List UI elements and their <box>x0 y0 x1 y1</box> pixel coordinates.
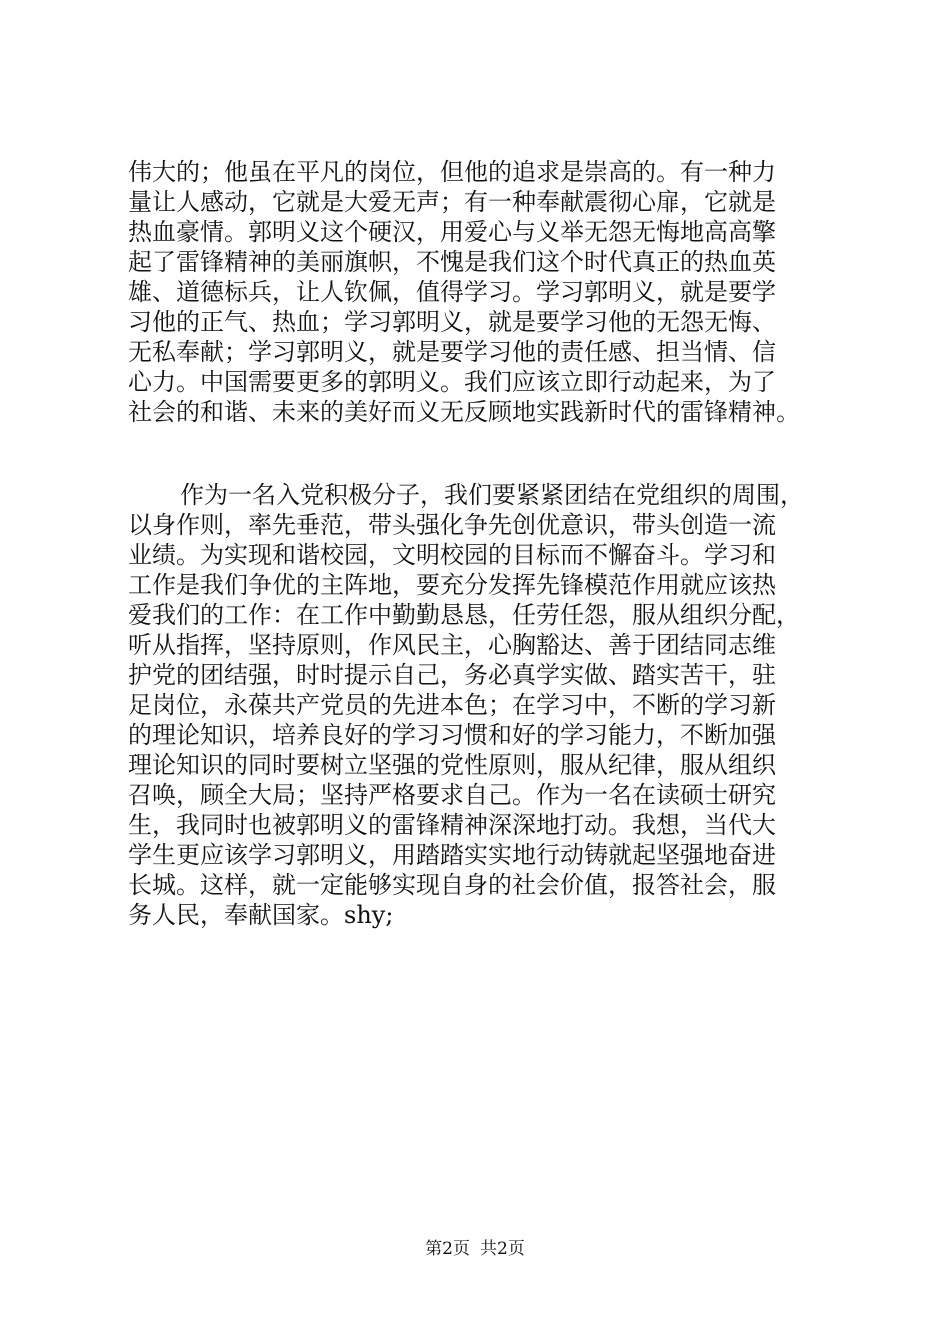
page-number: 第2页 <box>425 1239 470 1259</box>
paragraph-line: 理论知识的同时要树立坚强的党性原则，服从纪律，服从组织 <box>128 751 776 779</box>
paragraph-line: 社会的和谐、未来的美好而义无反顾地实践新时代的雷锋精神。 <box>128 398 800 426</box>
paragraph-line: 以身作则，率先垂范，带头强化争先创优意识，带头创造一流 <box>128 511 776 539</box>
page-total: 共2页 <box>480 1239 525 1259</box>
paragraph-line: 心力。中国需要更多的郭明义。我们应该立即行动起来，为了 <box>128 368 776 396</box>
paragraph-line: 学生更应该学习郭明义，用踏踏实实地行动铸就起坚强地奋进 <box>128 841 776 869</box>
paragraph-line: 习他的正气、热血；学习郭明义，就是要学习他的无怨无悔、 <box>128 308 776 336</box>
paragraph-line: 作为一名入党积极分子，我们要紧紧团结在党组织的周围， <box>180 481 804 509</box>
paragraph-line: 起了雷锋精神的美丽旗帜，不愧是我们这个时代真正的热血英 <box>128 248 776 276</box>
paragraph-line: 务人民，奉献国家。shy; <box>128 901 394 929</box>
paragraph-line: 伟大的；他虽在平凡的岗位，但他的追求是崇高的。有一种力 <box>128 158 776 186</box>
paragraph-line: 爱我们的工作：在工作中勤勤恳恳，任劳任怨，服从组织分配， <box>128 601 800 629</box>
paragraph-line: 量让人感动，它就是大爱无声；有一种奉献震彻心扉，它就是 <box>128 188 776 216</box>
page-footer <box>0 1238 950 1260</box>
paragraph-line: 召唤，顾全大局；坚持严格要求自己。作为一名在读硕士研究 <box>128 781 776 809</box>
paragraph-2 <box>128 480 828 930</box>
paragraph-line: 护党的团结强，时时提示自己，务必真学实做、踏实苦干，驻 <box>128 661 776 689</box>
paragraph-line: 听从指挥，坚持原则，作风民主，心胸豁达、善于团结同志维 <box>128 631 776 659</box>
paragraph-line: 生，我同时也被郭明义的雷锋精神深深地打动。我想，当代大 <box>128 811 776 839</box>
paragraph-line: 工作是我们争优的主阵地，要充分发挥先锋模范作用就应该热 <box>128 571 776 599</box>
paragraph-line: 的理论知识，培养良好的学习习惯和好的学习能力，不断加强 <box>128 721 776 749</box>
paragraph-line: 雄、道德标兵，让人钦佩，值得学习。学习郭明义，就是要学 <box>128 278 776 306</box>
paragraph-line: 业绩。为实现和谐校园，文明校园的目标而不懈奋斗。学习和 <box>128 541 776 569</box>
paragraph-line: 热血豪情。郭明义这个硬汉，用爱心与义举无怨无悔地高高擎 <box>128 218 776 246</box>
paragraph-line: 无私奉献；学习郭明义，就是要学习他的责任感、担当情、信 <box>128 338 776 366</box>
paragraph-line: 长城。这样，就一定能够实现自身的社会价值，报答社会，服 <box>128 871 776 899</box>
paragraph-line: 足岗位，永葆共产党员的先进本色；在学习中，不断的学习新 <box>128 691 776 719</box>
paragraph-1 <box>128 157 828 427</box>
